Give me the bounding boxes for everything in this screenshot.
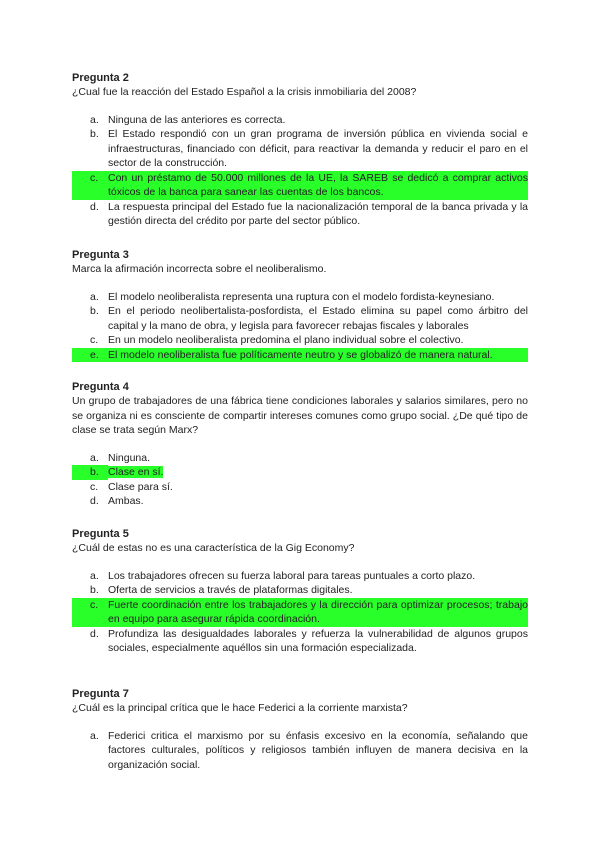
question-7: [72, 687, 528, 772]
option-a: a. Ninguna.: [90, 451, 151, 464]
option-d: d. Ambas.: [90, 495, 144, 507]
question-title: Pregunta 4: [72, 381, 129, 393]
question-4: [72, 380, 528, 509]
question-title: Pregunta 3: [72, 249, 129, 261]
option-a: a. El modelo neoliberalista representa una ruptura con el modelo fordista-keynesiano.: [90, 290, 495, 303]
option-d: d. La respuesta principal del Estado fue la nacionalización temporal de la banca privada y la gestión directa del crédito por parte del sector público.: [90, 200, 528, 227]
option-e-correct: e. El modelo neoliberalista fue políticamente neutro y se globalizó de manera natural.: [72, 348, 528, 363]
options-list: [72, 729, 528, 773]
option-c: c. Clase para sí.: [90, 480, 173, 493]
option-b: b. En el periodo neolibertalista-posfordista, el Estado elimina su papel como árbitro del capital y la mano de obra, y legisla para favorecer rebajas fiscales y laborales: [90, 305, 528, 332]
question-3: [72, 248, 528, 362]
option-b: b. El Estado respondió con un gran programa de inversión pública en vivienda social e infraestructuras, financiado con déficit, para reactivar la demanda y reducir el paro en el sector de la construcción.: [90, 128, 528, 169]
option-c: c. En un modelo neoliberalista predomina el plano individual sobre el colectivo.: [90, 334, 464, 346]
options-list: [72, 451, 528, 509]
question-text: Marca la afirmación incorrecta sobre el neoliberalismo.: [72, 263, 327, 275]
question-text: ¿Cual fue la reacción del Estado Español a la crisis inmobiliaria del 2008?: [72, 86, 417, 98]
question-title: Pregunta 2: [72, 72, 129, 84]
question-2: [72, 71, 528, 229]
question-text: ¿Cuál de estas no es una característica de la Gig Economy?: [72, 542, 355, 554]
options-list: [72, 113, 528, 229]
question-text: ¿Cuál es la principal crítica que le hace Federici a la corriente marxista?: [72, 702, 408, 714]
option-c-correct: c. Fuerte coordinación entre los trabajadores y la dirección para optimizar procesos; trabajo en equipo para asegurar rápida coordinación.: [72, 598, 528, 627]
option-c-correct: c. Con un préstamo de 50.000 millones de la UE, la SAREB se dedicó a comprar activos tóxicos de la banca para sanear las cuentas de los bancos.: [72, 171, 528, 200]
option-b-correct: b. Clase en sí.: [72, 465, 528, 480]
question-title: Pregunta 7: [72, 688, 129, 700]
option-a: a. Federici critica el marxismo por su énfasis excesivo en la economía, señalando que factores culturales, políticos y religiosos también influyen de manera decisiva en la organización social.: [90, 729, 528, 771]
options-list: [72, 569, 528, 656]
option-a: a. Ninguna de las anteriores es correcta.: [90, 113, 286, 126]
options-list: [72, 290, 528, 363]
option-a: a. Los trabajadores ofrecen su fuerza laboral para tareas puntuales a corto plazo.: [90, 569, 476, 582]
option-b: b. Oferta de servicios a través de plataformas digitales.: [90, 584, 353, 596]
option-d: d. Profundiza las desigualdades laborales y refuerza la vulnerabilidad de algunos grupos sociales, especialmente aquéllos sin una formación especializada.: [90, 627, 528, 654]
question-text: Un grupo de trabajadores de una fábrica tiene condiciones laborales y salarios similares, pero no se organiza ni es consciente de compartir intereses comunes como grupo social. ¿De qué tipo de clase se trata según Marx?: [72, 395, 528, 436]
question-5: [72, 527, 528, 656]
question-title: Pregunta 5: [72, 528, 129, 540]
